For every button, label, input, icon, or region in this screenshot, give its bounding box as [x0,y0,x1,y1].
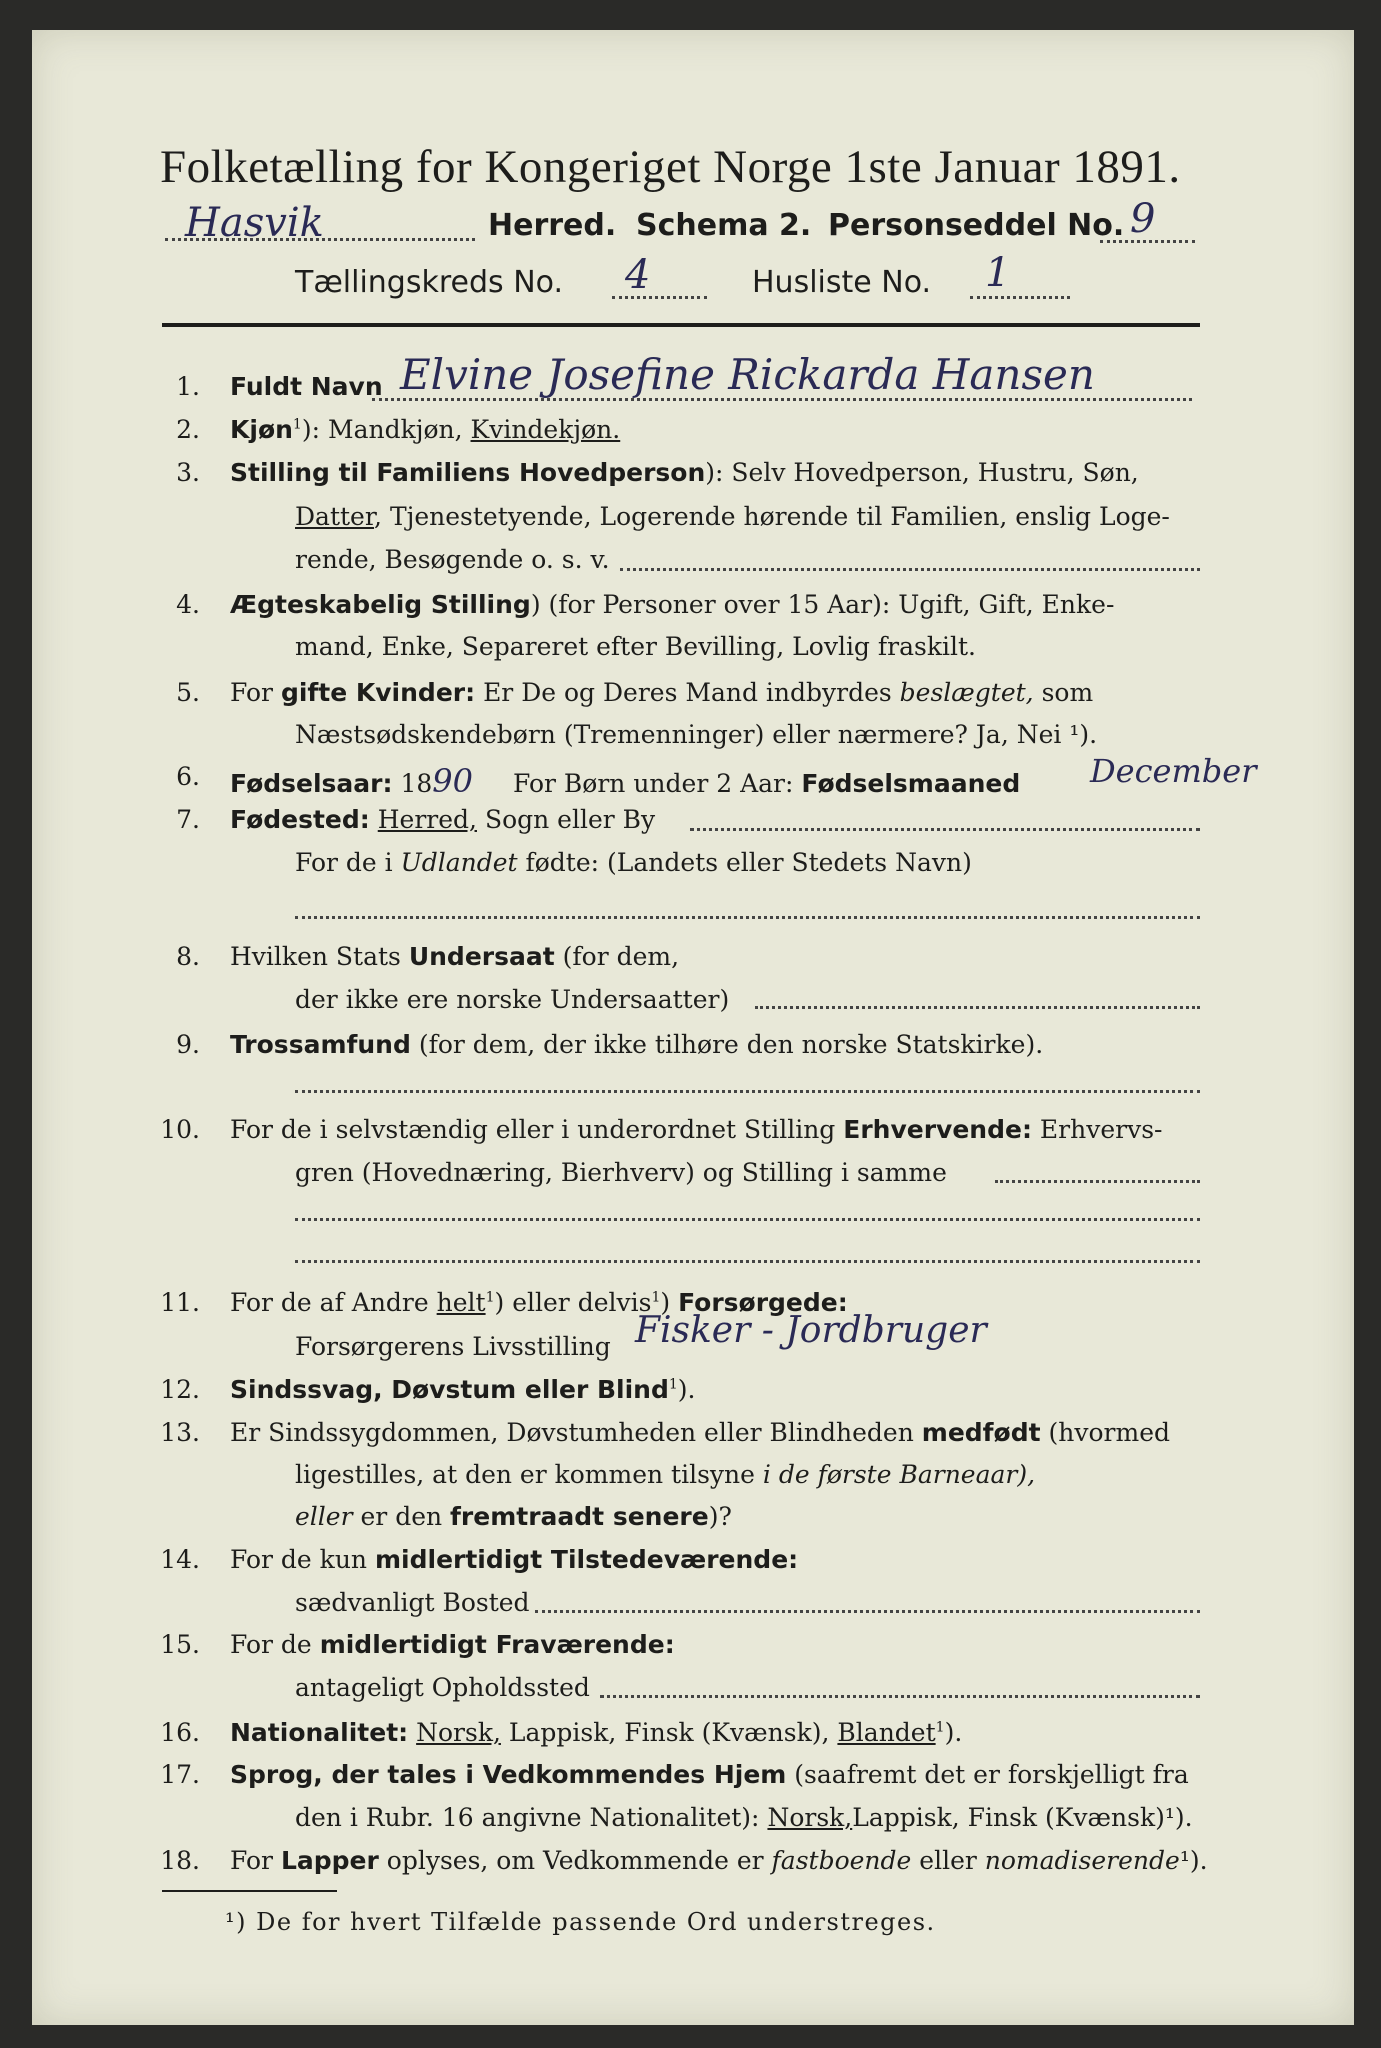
kreds-dotline [612,296,707,299]
q3-line3: rende, Besøgende o. s. v. [295,545,610,574]
q7-dotline [690,828,1200,831]
q11-line1-c: ) [660,1288,671,1317]
q5-number: 5. [176,678,200,707]
q11-line1-b: ) eller delvis [494,1288,652,1317]
q18-b: oplyses, om Vedkommende er [386,1846,764,1875]
q3-datter: Datter [295,502,375,531]
q14-line1 [230,1545,798,1574]
q2-number: 2. [176,415,200,444]
footnote: ¹) De for hvert Tilfælde passende Ord understreges. [225,1908,936,1936]
q17-line1-rest: (saafremt det er forskjelligt fra [794,1760,1189,1789]
q2-text-a: ): Mandkjøn, [301,415,463,444]
q13-line3-b: )? [708,1502,732,1531]
q7-line2-a: For de i [295,848,393,877]
q5-italic: beslægtet, [899,678,1034,707]
header-rule [162,323,1200,327]
q16-number: 16. [160,1718,200,1747]
q2-line [230,415,620,444]
q10-line1-b: Erhvervs- [1039,1115,1163,1144]
q15-bold: midlertidigt Fraværende: [319,1630,675,1659]
q18-italic2: nomadiserende [984,1846,1180,1875]
personseddel-dotline [1100,240,1195,243]
q15-dotline [600,1695,1200,1698]
q13-bold: medfødt [921,1418,1041,1447]
q16-rest: Lappisk, Finsk (Kvænsk), [508,1718,830,1747]
q4-line1 [230,590,1114,619]
q14-dotline [535,1610,1200,1613]
q10-dotline-1 [995,1180,1200,1183]
q13-number: 13. [160,1418,200,1447]
q14-number: 14. [160,1545,200,1574]
q14-line2: sædvanligt Bosted [295,1588,530,1617]
personseddel-label: Personseddel No. [828,208,1125,243]
q13-line2 [295,1460,1035,1489]
q13-line1-a: Er Sindssygdommen, Døvstumheden eller Blindheden [230,1418,914,1447]
q10-line1 [230,1115,1162,1144]
q3-line2-rest: , Tjenestetyende, Logerende hørende til Familien, enslig Loge- [374,502,1170,531]
q17-line2-b: Lappisk, Finsk (Kvænsk)¹). [852,1803,1193,1832]
q8-number: 8. [176,942,200,971]
q1-name-value: Elvine Josefine Rickarda Hansen [400,350,1095,399]
q15-number: 15. [160,1630,200,1659]
q10-number: 10. [160,1115,200,1144]
q7-number: 7. [176,805,200,834]
q10-dotline-3 [295,1260,1200,1263]
q14-bold: midlertidigt Tilstedeværende: [374,1545,799,1574]
q18-italic1: fastboende [771,1846,912,1875]
q15-line1-a: For de [230,1630,312,1659]
q13-line3-a: er den [360,1502,443,1531]
q10-line2: gren (Hovednæring, Bierhverv) og Stilling i samme [295,1158,947,1187]
q13-line1 [230,1418,1170,1447]
q12-label: Sindssvag, Døvstum eller Blind [230,1375,669,1404]
q2-label: Kjøn [230,415,293,444]
q9-label: Trossamfund [230,1030,411,1059]
q13-line1-b: (hvormed [1048,1418,1171,1447]
q18-line [230,1846,1208,1875]
q1-number: 1. [176,372,200,401]
q5-end: som [1041,678,1094,707]
herred-value: Hasvik [185,200,324,246]
q18-bold: Lapper [280,1846,379,1875]
q10-bold: Erhvervende: [843,1115,1032,1144]
q6-year-value: 90 [432,762,473,800]
personseddel-value: 9 [1130,196,1156,242]
q8-dotline [755,1006,1200,1009]
q15-line2: antageligt Opholdssted [295,1673,590,1702]
q11-helt: helt [436,1288,486,1317]
q17-line2-a: den i Rubr. 16 angivne Nationalitet): [295,1803,760,1832]
q11-value: Fisker - Jordbruger [635,1310,987,1351]
q3-line2 [295,502,1170,531]
q11-line1: For de af Andre helt$^1$) eller delvis$^1$) Forsørgede: [230,1288,848,1317]
q11-line2: Forsørgerens Livsstilling [295,1332,611,1361]
q8-line1-b: (for dem, [562,942,680,971]
q17-line1 [230,1760,1189,1789]
q7-dotline-2 [295,916,1200,919]
q10-dotline-2 [295,1218,1200,1221]
q13-line2-a: ligestilles, at den er kommen tilsyne [295,1460,755,1489]
q3-dotline [620,568,1200,571]
q1-label: Fuldt Navn [230,372,383,401]
q4-line1-rest: ) (for Personer over 15 Aar): Ugift, Gift, Enke- [530,590,1115,619]
q5-line2: Næstsødskendebørn (Tremenninger) eller nærmere? Ja, Nei ¹). [295,720,1098,749]
q6-number: 6. [176,762,200,791]
q6-label: Fødselsaar: [230,769,393,798]
q17-norsk: Norsk, [767,1803,853,1832]
q3-line1-rest: ): Selv Hovedperson, Hustru, Søn, [705,458,1139,487]
q7-line2-b: fødte: (Landets eller Stedets Navn) [525,848,972,877]
q9-line [230,1030,1043,1059]
footnote-rule [162,1890,337,1892]
q6-line [230,762,1020,800]
q17-label: Sprog, der tales i Vedkommendes Hjem [230,1760,787,1789]
q5-rest: Er De og Deres Mand indbyrdes [483,678,892,707]
q3-number: 3. [176,458,200,487]
q18-number: 18. [160,1846,200,1875]
q5-for: For [230,678,273,707]
q16-line: Nationalitet: Norsk, Lappisk, Finsk (Kvænsk), Blandet$^1$). [230,1718,963,1747]
husliste-label: Husliste No. [752,265,932,300]
herred-dotline [165,238,475,241]
q11-line1-a: For de af Andre [230,1288,429,1317]
q8-line2: der ikke ere norske Undersaatter) [295,985,730,1014]
q16-norsk: Norsk, [416,1718,501,1747]
q12-end: ). [677,1375,696,1404]
q9-dotline [295,1090,1200,1093]
q16-blandet: Blandet [837,1718,936,1747]
q18-c: eller [919,1846,977,1875]
q16-label: Nationalitet: [230,1718,409,1747]
q7-label: Fødested: [230,805,370,834]
q7-line1 [230,805,655,834]
q5-line1 [230,678,1093,707]
q11-number: 11. [160,1288,200,1317]
q2-sup: 1 [292,416,302,433]
q6-month-label: Fødselsmaaned [801,769,1021,798]
q18-d: ¹). [1179,1846,1208,1875]
husliste-value: 1 [985,250,1011,296]
q13-line3-bold: fremtraadt senere [450,1502,709,1531]
kreds-label: Tællingskreds No. [295,265,563,300]
q3-label: Stilling til Familiens Hovedperson [230,458,706,487]
herred-label: Herred. [488,208,617,243]
form-title: Folketælling for Kongeriget Norge 1ste Januar 1891. [160,141,1181,193]
q2-kvindekjon: Kvindekjøn. [470,415,621,444]
q4-line2: mand, Enke, Separeret efter Bevilling, Lovlig fraskilt. [295,632,976,661]
q1-dotline [372,398,1192,401]
q3-line1 [230,458,1139,487]
q13-line2-italic: i de første Barneaar), [762,1460,1036,1489]
husliste-dotline [970,296,1070,299]
q7-udlandet: Udlandet [400,848,518,877]
q7-line2 [295,848,972,877]
q15-line1 [230,1630,675,1659]
q16-end: ). [944,1718,963,1747]
q6-prefix: 18 [400,769,433,798]
q6-month-value: December [1090,752,1257,790]
q13-line3-italic: eller [295,1502,353,1531]
q18-a: For [230,1846,273,1875]
q6-mid: For Børn under 2 Aar: [512,769,794,798]
q8-bold: Undersaat [408,942,555,971]
q9-number: 9. [176,1030,200,1059]
q5-label: gifte Kvinder: [280,678,476,707]
q14-line1-a: For de kun [230,1545,368,1574]
q7-herred: Herred, [377,805,477,834]
schema-label: Schema 2. [636,208,812,243]
q17-number: 17. [160,1760,200,1789]
q10-line1-a: For de i selvstændig eller i underordnet Stilling [230,1115,836,1144]
q7-rest: Sogn eller By [484,805,656,834]
kreds-value: 4 [625,252,651,298]
q4-number: 4. [176,590,200,619]
q8-line1-a: Hvilken Stats [230,942,401,971]
q13-line3 [295,1502,732,1531]
q9-rest: (for dem, der ikke tilhøre den norske Statskirke). [418,1030,1044,1059]
q12-line: Sindssvag, Døvstum eller Blind$^1$). [230,1375,696,1404]
q11-bold: Forsørgede: [678,1288,848,1317]
q8-line1 [230,942,679,971]
q4-label: Ægteskabelig Stilling [230,590,531,619]
q17-line2 [295,1803,1193,1832]
q12-number: 12. [160,1375,200,1404]
